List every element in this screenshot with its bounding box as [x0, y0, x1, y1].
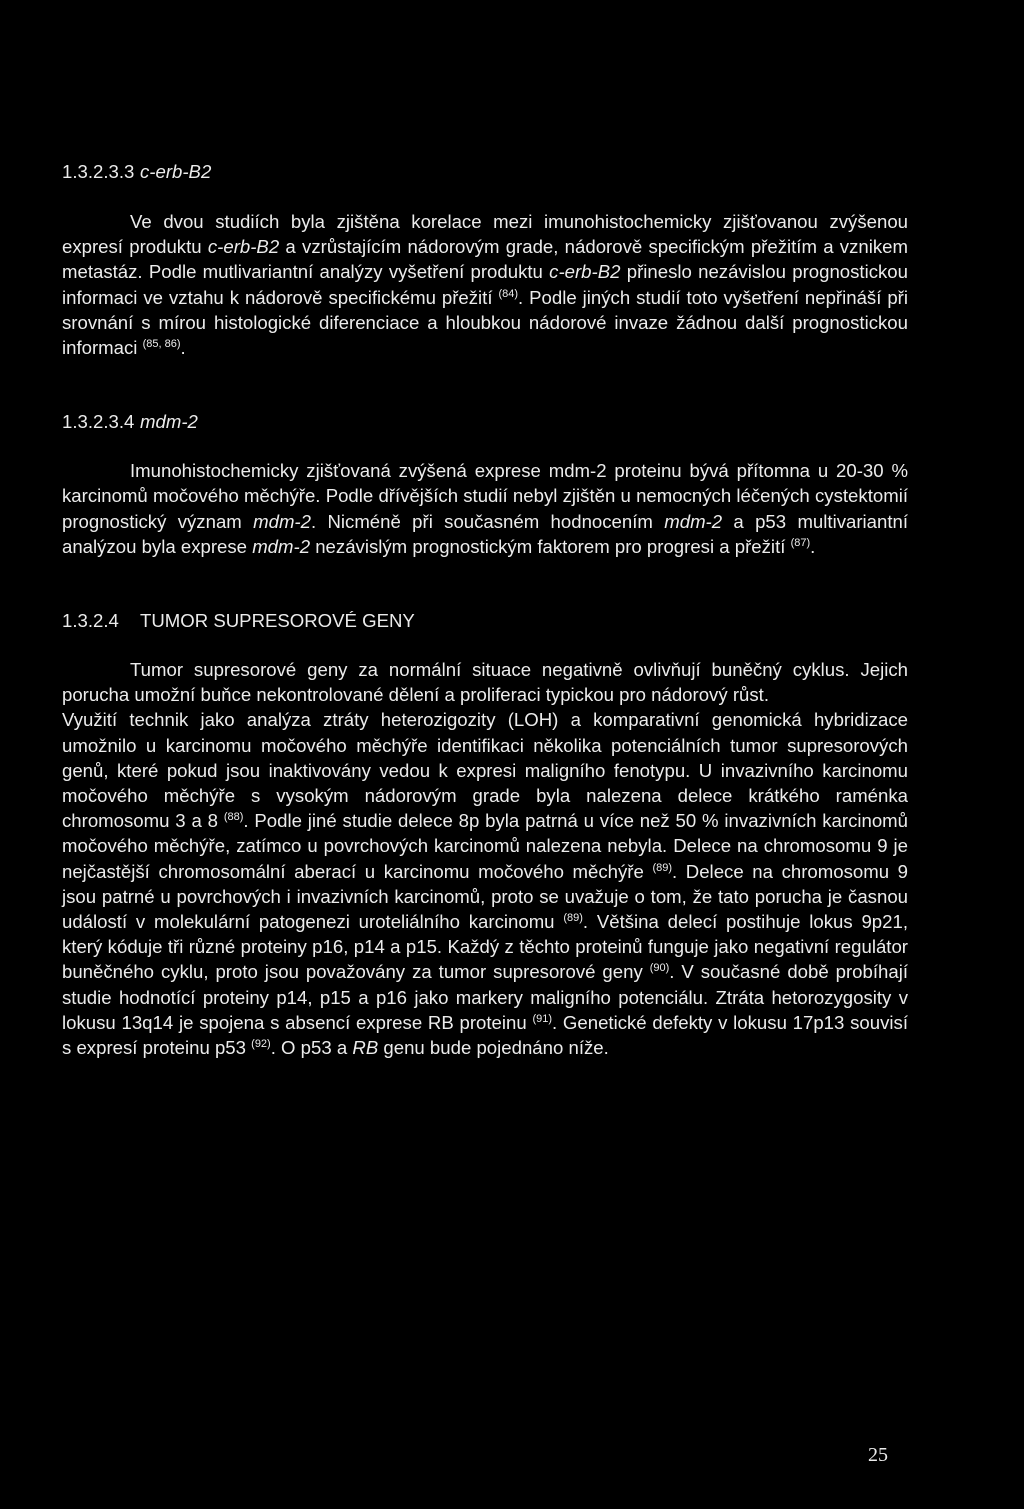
- section-title: TUMOR SUPRESOROVÉ GENY: [140, 610, 415, 632]
- text-run: .: [810, 535, 816, 557]
- text-run: .: [180, 337, 186, 359]
- citation-reference: (92): [251, 1037, 271, 1050]
- gene-name: mdm-2: [252, 535, 311, 557]
- citation-reference: (89): [563, 911, 583, 924]
- paragraph-tumor-intro: [62, 657, 908, 707]
- text-run: Imunohistochemicky zjišťovaná zvýšená exprese mdm-2 proteinu bývá přítomna u 20-30 % karcinomů močového měchýře. Podle dřívějších studií nebyl zjištěn u nemocných léčených cystektomií prognostický význam: [62, 460, 908, 532]
- text-run: Ve dvou studiích byla zjištěna korelace mezi imunohistochemicky zjišťovanou zvýšenou expresí produktu: [62, 211, 908, 258]
- text-run: Tumor supresorové geny za normální situace negativně ovlivňují buněčný cyklus. Jejich porucha umožní buňce nekontrolované dělení a proliferaci typickou pro nádorový růst.: [62, 659, 908, 706]
- paragraph-tumor-genes: [62, 707, 908, 1060]
- text-run: Využití technik jako analýza ztráty heterozigozity (LOH) a komparativní genomická hybridizace umožnilo u karcinomu močového měchýře identifikaci několika potenciálních tumor supresorových genů, které pokud jsou inaktivovány vedou k expresi maligního fenotypu. U invazivního karcinomu močového měchýře s vysokým nádorovým grade byla nalezena delece krátkého raménka chromosomu 3 a 8: [62, 709, 908, 832]
- citation-reference: (89): [652, 861, 673, 874]
- text-run: a vzrůstajícím nádorovým grade, nádorově specifickým přežitím a vznikem metastáz. Podle mutlivariantní analýzy vyšetření produktu: [62, 236, 908, 283]
- citation-reference: (84): [498, 287, 519, 300]
- paragraph-c-erb-b2: [62, 209, 908, 360]
- section-number: 1.3.2.3.4: [62, 411, 135, 433]
- text-run: . Většina delecí postihuje lokus 9p21, který kóduje tři různé proteiny p16, p14 a p15. Každý z těchto proteinů funguje jako negativní regulátor buněčného cyklu, proto jsou považovány za tumor supresorové geny: [62, 911, 908, 983]
- section-heading-tumor-supresorove-geny: [62, 609, 908, 633]
- gene-name: c-erb-B2: [549, 261, 621, 283]
- text-run: . V současné době probíhají studie hodnotící proteiny p14, p15 a p16 jako markery maligního potenciálu. Ztráta hetorozygosity v lokusu 13q14 je spojena s absencí exprese RB proteinu: [62, 961, 908, 1033]
- text-run: přineslo nezávislou prognostickou informaci ve vztahu k nádorově specifickému přežití: [62, 261, 908, 308]
- section-heading-mdm-2: [62, 410, 908, 434]
- citation-reference: (90): [649, 962, 670, 975]
- citation-reference: (88): [223, 811, 244, 824]
- section-heading-c-erb-b2: [62, 160, 908, 184]
- section-title: mdm-2: [140, 411, 198, 433]
- text-run: a p53 multivariantní analýzou byla exprese: [62, 510, 909, 557]
- document-page: [62, 160, 908, 1060]
- citation-reference: (87): [790, 536, 811, 549]
- section-number: 1.3.2.4: [62, 610, 119, 632]
- gene-name: mdm-2: [253, 510, 311, 532]
- section-number: 1.3.2.3.3: [62, 161, 135, 182]
- gene-name: mdm-2: [664, 510, 723, 532]
- citation-reference: (85, 86): [142, 337, 181, 350]
- text-run: . Podle jiné studie delece 8p byla patrná u více než 50 % invazivních karcinomů močového měchýře, zatímco u povrchových karcinomů nalezena nebyla. Delece na chromosomu 9 je nejčastější chromosomální aberací u karcinomu močového měchýře: [62, 810, 909, 882]
- section-title: c-erb-B2: [140, 161, 212, 182]
- gene-name: RB: [352, 1037, 379, 1059]
- page-number: 25: [868, 1444, 888, 1466]
- text-run: nezávislým prognostickým faktorem pro progresi a přežití: [310, 535, 791, 557]
- text-run: . Delece na chromosomu 9 jsou patrné u povrchových i invazivních karcinomů, proto se uvažuje o tom, že tato porucha je časnou událostí v molekulární patogenezi uroteliálního karcinomu: [62, 860, 908, 933]
- text-run: . Nicméně při současném hodnocením: [310, 510, 665, 532]
- citation-reference: (91): [532, 1012, 553, 1025]
- text-run: . Podle jiných studií toto vyšetření nepřináší při srovnání s mírou histologické diferenciace a hloubkou nádorové invaze žádnou další prognostickou informaci: [62, 286, 908, 359]
- text-run: . O p53 a: [270, 1037, 353, 1059]
- paragraph-mdm-2: [62, 458, 908, 559]
- text-run: . Genetické defekty v lokusu 17p13 souvisí s expresí proteinu p53: [62, 1011, 908, 1059]
- text-run: genu bude pojednáno níže.: [378, 1037, 609, 1059]
- gene-name: c-erb-B2: [207, 236, 280, 258]
